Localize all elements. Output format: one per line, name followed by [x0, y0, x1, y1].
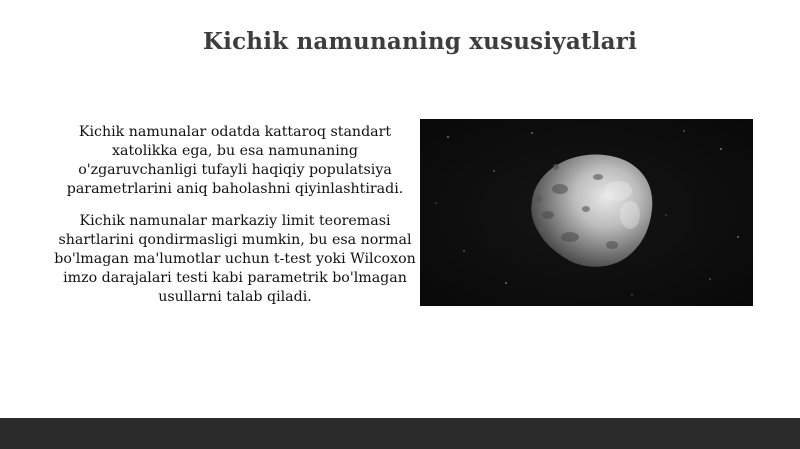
paragraph-standard-error: Kichik namunalar odatda kattaroq standart xatolikka ega, bu esa namunaning o'zgaruvchanligi tufayli haqiqiy populatsiya parametrlarini aniq baholashni qiyinlashtiradi. [66, 124, 404, 197]
asteroid-image [420, 119, 753, 306]
asteroid-illustration [420, 119, 753, 306]
slide-title: Kichik namunaning xususiyatlari [202, 28, 638, 55]
paragraph-clt-conditions: Kichik namunalar markaziy limit teoremasi shartlarini qondirmasligi mumkin, bu esa normal bo'lmagan ma'lumotlar uchun t-test yoki Wilcoxon imzo darajalari testi kabi parametrik bo'lmagan usullarni talab qiladi. [54, 213, 416, 305]
footer-bar [0, 418, 800, 449]
body-text-column [52, 123, 418, 320]
